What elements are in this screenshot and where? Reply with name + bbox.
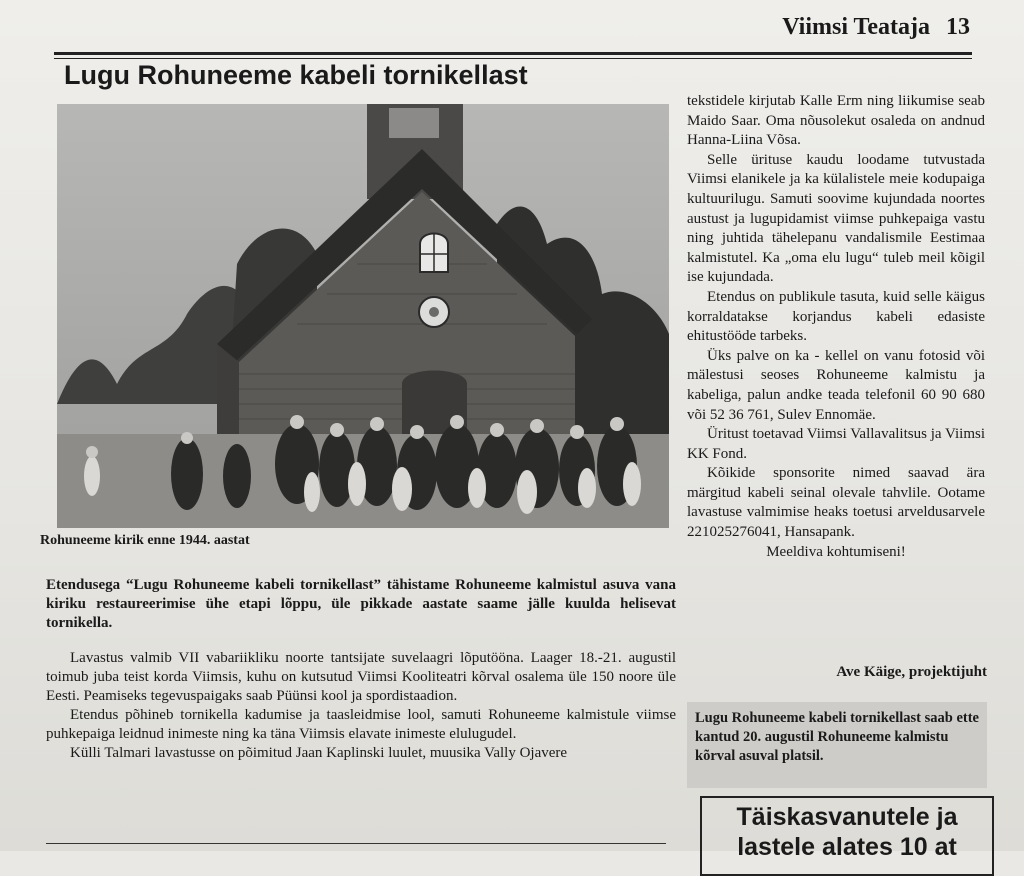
body-paragraph: Etendus põhineb tornikella kadumise ja taasleidmise lool, samuti Rohuneeme kalmistule viimse puhkepaiga leidnud inimeste ning ka täna Viimsis elavate inimeste elulugudel. [46, 707, 676, 742]
paper-name: Viimsi Teataja [782, 14, 930, 40]
body-right-column [687, 92, 985, 562]
body-paragraph: Üritust toetavad Viimsi Vallavalitsus ja Viimsi KK Fond. [687, 426, 985, 462]
body-left-column [46, 649, 676, 763]
body-paragraph: Etendus on publikule tasuta, kuid selle käigus korraldatakse korjandus kabeli edasiste ehitustööde tarbeks. [687, 288, 985, 345]
bottom-rule [46, 843, 666, 844]
performance-note-box: Lugu Rohuneeme kabeli tornikellast saab ette kantud 20. augustil Rohuneeme kalmistu kõrval asuval platsil. [687, 702, 987, 788]
body-paragraph: Kõikide sponsorite nimed saavad ära märgitud kabeli seinal olevale tahvlile. Ootame lavastuse valmimise heaks toetusi arveldusarvele 221025276041, Hansapank. [687, 465, 985, 541]
photo-caption: Rohuneeme kirik enne 1944. aastat [40, 533, 250, 548]
author-signature: Ave Käige, projektijuht [836, 664, 987, 680]
body-paragraph: Lavastus valmib VII vabariikliku noorte tantsijate suvelaagri lõputööna. Laager 18.-21. augustil toimub juba teist korda Viimsis, kuhu on kutsutud Viimsi Kooliteatri kõrval osalema üle 150 noore üle Eesti. Peamiseks tegevuspaigaks saab Püünsi kool ja spordistaadion. [46, 650, 676, 704]
body-paragraph: Külli Talmari lavastusse on põimitud Jaan Kaplinski luulet, muusika Vally Ojavere [70, 745, 568, 761]
body-paragraph: Üks palve on ka - kellel on vanu fotosid või mälestusi seoses Rohuneeme kalmistu ja kabeliga, palun andke teada telefonil 60 90 680 või 52 36 761, Sulev Ennomäe. [687, 347, 985, 423]
body-paragraph: Selle ürituse kaudu loodame tutvustada Viimsi elanikele ja ka külalistele meie kodupaiga kultuurilugu. Samuti soovime kujundada noortes austust ja lugupidamist viimse puhkepaiga vastu ning juhtida tähelepanu vandalismile Eestimaa kalmistutel. Ka „oma elu lugu“ tuleb meil kõigil ise kujundada. [687, 151, 985, 286]
body-paragraph: tekstidele kirjutab Kalle Erm ning liikumise seab Maido Saar. Oma nõusolekut osaleda on andnud Hanna-Liina Võsa. [687, 93, 985, 149]
article-headline: Lugu Rohuneeme kabeli tornikellast [64, 60, 528, 90]
closing-line: Meeldiva kohtumiseni! [766, 543, 906, 560]
header-rule-thin [54, 58, 972, 59]
article-lede: Etendusega “Lugu Rohuneeme kabeli tornikellast” tähistame Rohuneeme kalmistul asuva vana kiriku restaureerimise ühe etapi lõppu, üle pikkade aastate saame jälle kuulda helisevat tornikella. [46, 577, 676, 631]
church-photo [57, 104, 669, 528]
header-rule [54, 52, 972, 55]
adult-ad-box: Täiskasvanutele ja lastele alates 10 at [700, 796, 994, 876]
page-number: 13 [946, 14, 970, 40]
masthead [700, 14, 970, 54]
